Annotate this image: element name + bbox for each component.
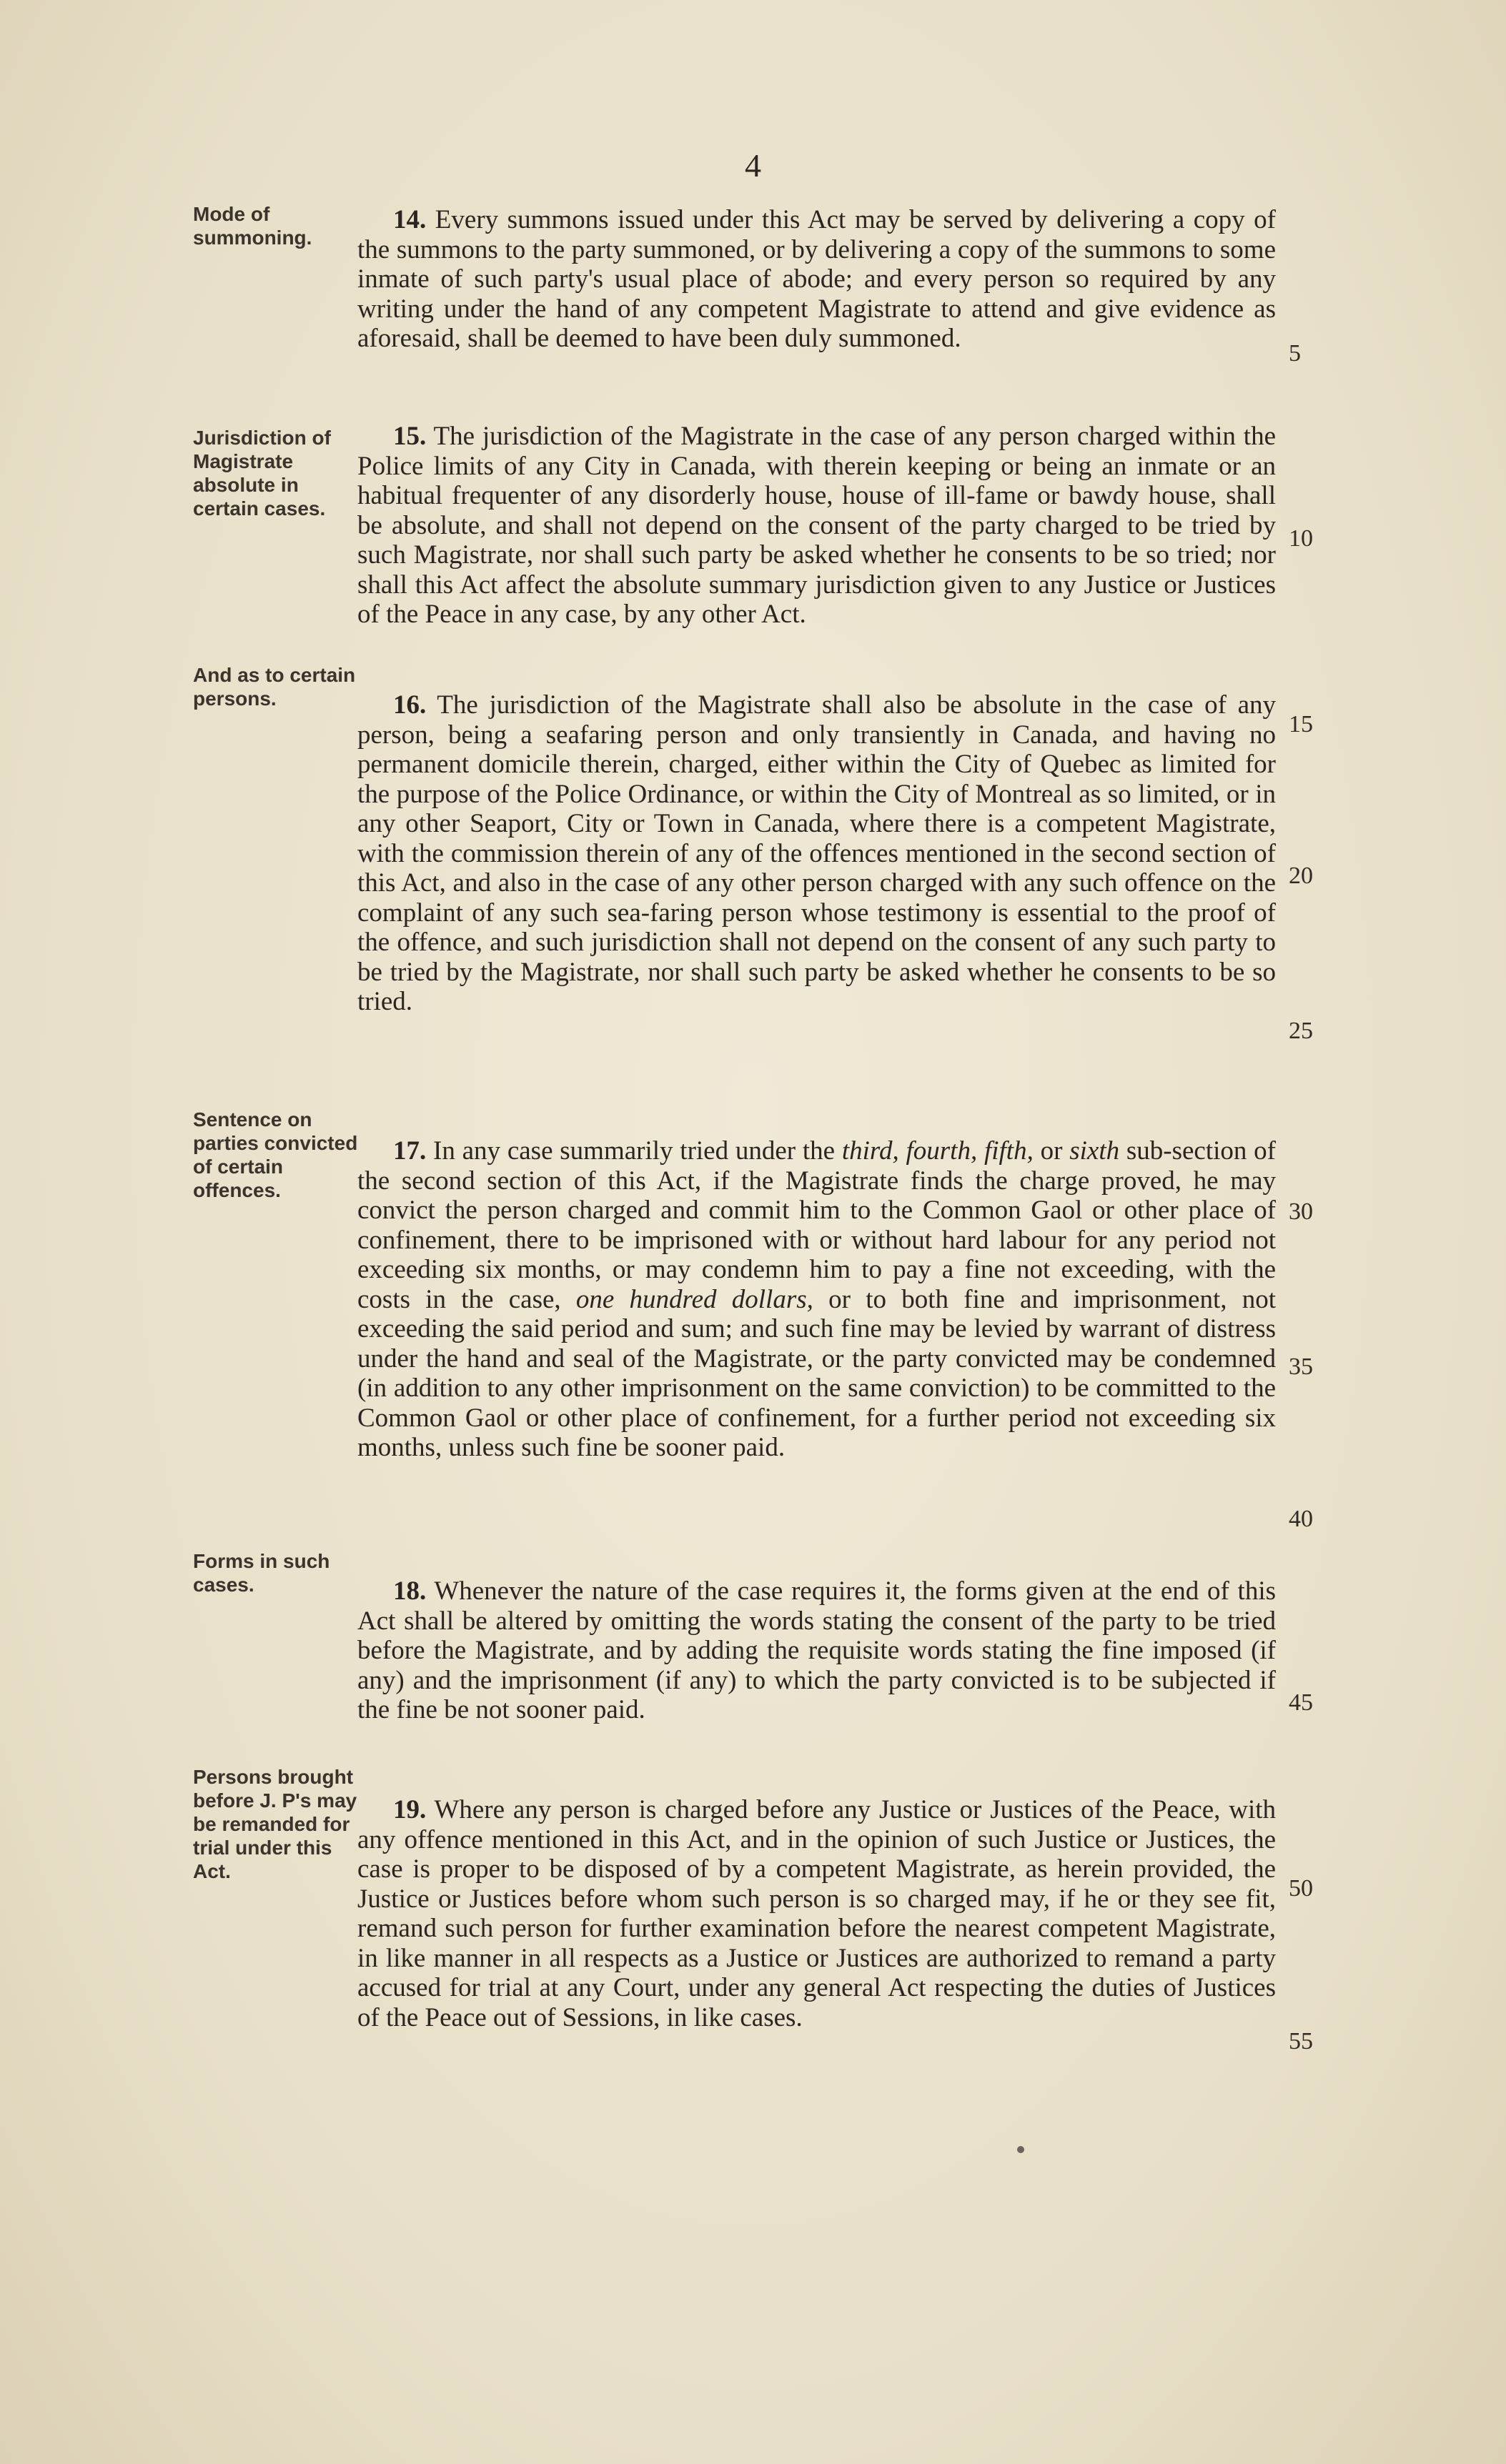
line-number: 30 bbox=[1289, 1198, 1313, 1225]
section-text: In any case summarily tried under the bbox=[433, 1136, 842, 1166]
line-number: 55 bbox=[1289, 2028, 1313, 2055]
line-number: 10 bbox=[1289, 525, 1313, 552]
section-number: 17. bbox=[393, 1136, 427, 1166]
line-number: 45 bbox=[1289, 1689, 1313, 1716]
line-number: 50 bbox=[1289, 1875, 1313, 1902]
page-number: 4 bbox=[745, 147, 761, 184]
margin-note: Mode of summoning. bbox=[193, 203, 312, 249]
section-body bbox=[357, 690, 1276, 1017]
line-number: 25 bbox=[1289, 1018, 1313, 1044]
section-text: The jurisdiction of the Magistrate in the case of any person charged within the Police limits of any City in Canada, with therein keeping or being an inmate or an habitual frequenter of any disorderly house, house of ill-fame or bawdy house, shall be absolute, and shall not depend on the consent of the party charged to be tried by such Magistrate, nor shall such party be asked whether he consents to be so tried; nor shall this Act affect the absolute summary jurisdiction given to any Justice or Justices of the Peace in any case, by any other Act. bbox=[357, 422, 1276, 629]
section-body bbox=[357, 1795, 1276, 2032]
line-number: 20 bbox=[1289, 863, 1313, 889]
section-text-italic: sixth bbox=[1069, 1136, 1120, 1166]
section-body bbox=[357, 422, 1276, 630]
line-number: 5 bbox=[1289, 340, 1301, 367]
section-body bbox=[357, 1576, 1276, 1725]
section-text-italic: third, fourth, fifth, bbox=[841, 1136, 1034, 1166]
line-number: 15 bbox=[1289, 711, 1313, 737]
line-number: 35 bbox=[1289, 1353, 1313, 1380]
margin-note: Jurisdiction of Magistrate absolute in certain cases. bbox=[193, 427, 331, 520]
section-text-italic: one hundred dollars, bbox=[575, 1284, 813, 1314]
section-body bbox=[357, 205, 1276, 354]
section-text: or to both fine and imprisonment, not exceeding the said period and sum; and such fine may be levied by warrant of distress under the hand and seal of the Magistrate, or the party convicted may be condemned (in addition to any other imprisonment on the same conviction) to be committed to the Common Gaol or other place of confinement, for a further period not exceeding six months, unless such fine be sooner paid. bbox=[357, 1284, 1276, 1462]
margin-note: And as to certain persons. bbox=[193, 664, 356, 710]
section-text: or bbox=[1033, 1136, 1070, 1166]
section-number: 18. bbox=[393, 1576, 427, 1606]
section-number: 19. bbox=[393, 1795, 427, 1824]
section-text: Whenever the nature of the case requires it, the forms given at the end of this Act shall be altered by omitting the words stating the consent of the party to be tried before the Magistrate, and by adding the requisite words stating the fine imposed (if any) and the imprisonment (if any) to which the party convicted is to be subjected if the fine be not sooner paid. bbox=[357, 1576, 1276, 1724]
margin-note: Sentence on parties convicted of certain offences. bbox=[193, 1108, 358, 1201]
margin-note: Persons brought before J. P's may be remanded for trial under this Act. bbox=[193, 1766, 357, 1882]
ink-dot bbox=[1017, 2146, 1024, 2153]
line-number: 40 bbox=[1289, 1506, 1313, 1532]
section-body bbox=[357, 1136, 1276, 1463]
section-text: Where any person is charged before any Justice or Justices of the Peace, with any offence mentioned in this Act, and in the opinion of such Justice or Justices, the case is proper to be disposed of by a competent Magistrate, as herein provided, the Justice or Justices before whom such person is so charged may, if he or they see fit, remand such person for further examination before the nearest competent Magistrate, in like manner in all respects as a Justice or Justices are authorized to remand a party accused for trial at any Court, under any general Act respecting the duties of Justices of the Peace out of Sessions, in like cases. bbox=[357, 1795, 1276, 2032]
section-text: sub-section of the second section of this Act, if the Magistrate finds the charge proved, he may convict the person charged and commit him to the Common Gaol or other place of confinement, there to be imprisoned with or without hard labour for any period not exceeding six months, or may condemn him to pay a fine not exceeding, with the costs in the case, bbox=[357, 1136, 1277, 1314]
section-number: 16. bbox=[393, 690, 427, 720]
margin-note: Forms in such cases. bbox=[193, 1550, 330, 1596]
section-number: 14. bbox=[393, 205, 427, 234]
section-text: The jurisdiction of the Magistrate shall also be absolute in the case of any person, being a seafaring person and only transiently in Canada, and having no permanent domicile therein, charged, either within the City of Quebec as limited for the purpose of the Police Ordinance, or within the City of Montreal as so limited, or in any other Seaport, City or Town in Canada, where there is a competent Magistrate, with the commission therein of any of the offences mentioned in the second section of this Act, and also in the case of any other person charged with any such offence on the complaint of any such sea-faring person whose testimony is essential to the proof of the offence, and such jurisdiction shall not depend on the consent of any such party to be tried by the Magistrate, nor shall such party be asked whether he consents to be so tried. bbox=[357, 690, 1276, 1016]
section-text: Every summons issued under this Act may be served by delivering a copy of the summons to the party summoned, or by delivering a copy of the summons to some inmate of such party's usual place of abode; and every person so required by any writing under the hand of any competent Magistrate to attend and give evidence as aforesaid, shall be deemed to have been duly summoned. bbox=[357, 205, 1276, 353]
section-number: 15. bbox=[393, 422, 427, 451]
